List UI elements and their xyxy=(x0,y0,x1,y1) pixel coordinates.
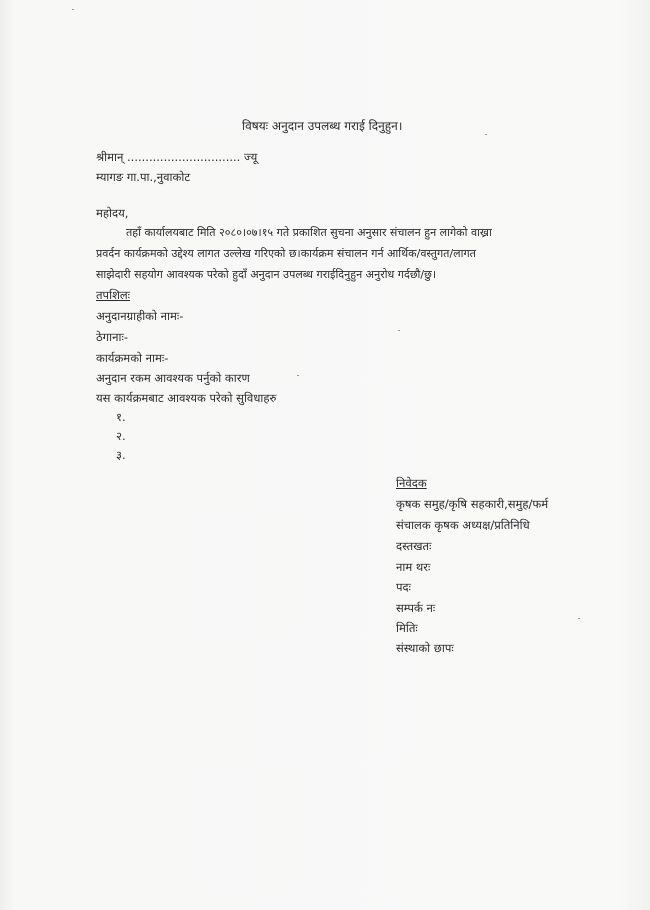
applicant-group: कृषक समुह/कृषि सहकारी,समुह/फर्म xyxy=(396,497,549,511)
salutation: महोदय, xyxy=(96,206,129,220)
applicant-heading: निवेदक xyxy=(396,476,427,490)
numbered-item-2: २. xyxy=(116,429,126,443)
applicant-contact: सम्पर्क नः xyxy=(396,601,436,615)
recipient-line: श्रीमान् ............................... ज्यू xyxy=(96,150,258,164)
applicant-representative: संचालक कृषक अध्यक्ष/प्रतिनिधि xyxy=(396,518,530,532)
numbered-item-1: १. xyxy=(116,410,126,424)
scan-speck xyxy=(297,375,299,376)
applicant-name: नाम थरः xyxy=(396,560,431,574)
scan-speck xyxy=(578,618,580,619)
scan-speck xyxy=(72,9,74,10)
detail-grant-reason: अनुदान रकम आवश्यक पर्नुको कारण xyxy=(96,371,250,385)
numbered-item-3: ३. xyxy=(116,448,126,462)
details-heading: तपशिलः xyxy=(96,288,131,302)
applicant-date: मितिः xyxy=(396,621,418,635)
detail-program-name: कार्यक्रमको नामः- xyxy=(96,351,169,365)
detail-recipient-name: अनुदानग्राहीको नामः- xyxy=(96,309,184,323)
body-line-2: प्रवर्दन कार्यक्रमको उद्देश्य लागत उल्लेख गरिएको छ।कार्यक्रम संचालन गर्न आर्थिक/वस्तुगत/लागत xyxy=(96,247,476,260)
letter-subject: विषयः अनुदान उपलब्ध गराई दिनुहुन। xyxy=(242,119,403,133)
detail-address: ठेगानाः- xyxy=(96,330,128,344)
body-line-1: तहाँ कार्यालयबाट मिति २०८०।०७।१५ गते प्रकाशित सुचना अनुसार संचालन हुन लागेको वाख्रा xyxy=(126,226,492,239)
detail-benefits: यस कार्यक्रमबाट आवश्यक परेको सुविधाहरु xyxy=(96,391,277,405)
applicant-position: पदः xyxy=(396,580,411,594)
body-line-3: साझेदारी सहयोग आवश्यक परेको हुदाँ अनुदान उपलब्ध गराईदिनुहुन अनुरोध गर्दछौ/छु। xyxy=(96,268,436,281)
scan-speck xyxy=(485,134,487,135)
recipient-office: म्यागङ गा.पा.,नुवाकोट xyxy=(96,170,191,184)
scan-speck xyxy=(398,330,400,331)
applicant-stamp: संस्थाको छापः xyxy=(396,641,454,655)
applicant-signature: दस्तखतः xyxy=(396,539,432,553)
